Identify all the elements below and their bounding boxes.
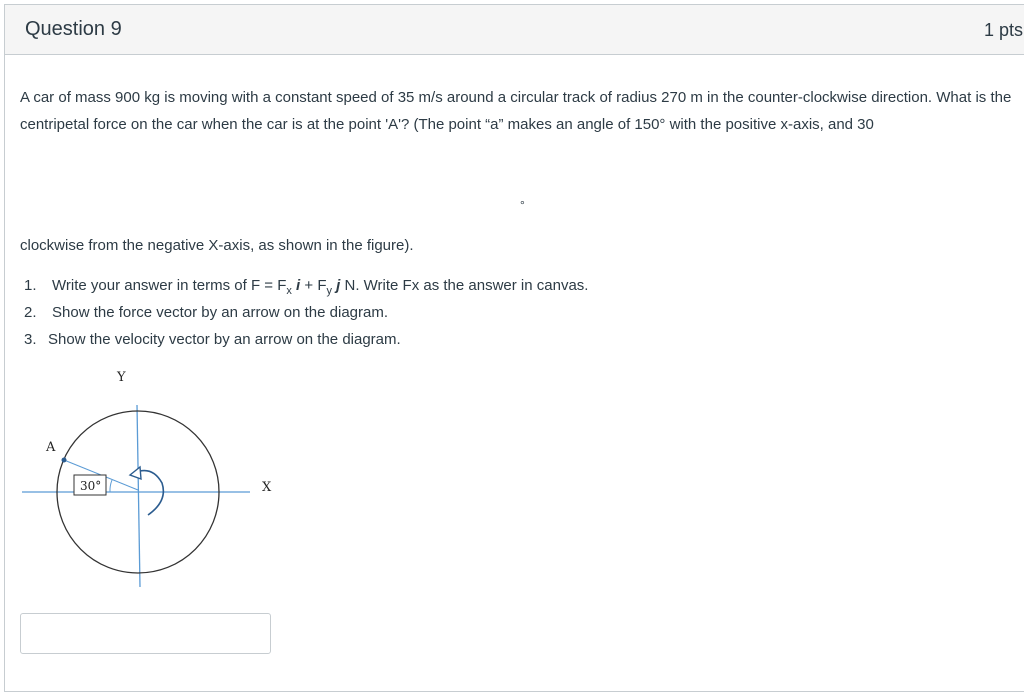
list-number: 1. bbox=[24, 277, 37, 294]
subscript-y: y bbox=[326, 285, 332, 297]
question-text-paragraph-2: clockwise from the negative X-axis, as shown in the figure). bbox=[20, 237, 414, 254]
y-axis-label: Y bbox=[117, 370, 126, 385]
question-body bbox=[20, 84, 1020, 348]
question-points: 1 pts bbox=[984, 20, 1024, 40]
rotation-arrowhead-icon bbox=[130, 467, 141, 479]
subscript-x: x bbox=[286, 285, 292, 297]
point-a-marker bbox=[62, 458, 67, 463]
list-number: 3. bbox=[24, 331, 37, 348]
list-item bbox=[20, 272, 588, 299]
list-text-plus: + F bbox=[300, 277, 327, 294]
list-item bbox=[20, 326, 588, 353]
list-text-pre: Write your answer in terms of F = F bbox=[52, 277, 287, 294]
question-title: Question 9 bbox=[25, 18, 122, 40]
x-axis-label: X bbox=[262, 480, 272, 495]
question-text-paragraph-1: A car of mass 900 kg is moving with a constant speed of 35 m/s around a circular track of radius 270 m in the counter-clockwise direction. What is the centripetal force on the car when the car is at the point 'A'? (The point “a” makes an angle of 150° with the positive x-axis, and 30 bbox=[20, 89, 1012, 133]
question-header bbox=[5, 5, 1024, 55]
figure-svg bbox=[22, 365, 282, 595]
list-item bbox=[20, 299, 588, 326]
unit-vector-i: i bbox=[296, 277, 301, 294]
angle-label: 30° bbox=[80, 479, 102, 493]
list-text-post: N. Write Fx as the answer in canvas. bbox=[340, 277, 589, 294]
y-axis-line bbox=[137, 405, 140, 587]
point-a-label: A bbox=[46, 440, 56, 455]
answer-input[interactable] bbox=[20, 613, 271, 654]
unit-vector-j: j bbox=[336, 277, 341, 294]
angle-arc bbox=[110, 480, 112, 492]
list-text: Show the force vector by an arrow on the diagram. bbox=[52, 304, 389, 321]
instruction-list bbox=[20, 272, 588, 353]
list-number: 2. bbox=[24, 304, 37, 321]
circular-track-figure bbox=[22, 365, 282, 595]
degree-symbol: ° bbox=[520, 198, 525, 212]
list-text: Show the velocity vector by an arrow on the diagram. bbox=[48, 331, 401, 348]
